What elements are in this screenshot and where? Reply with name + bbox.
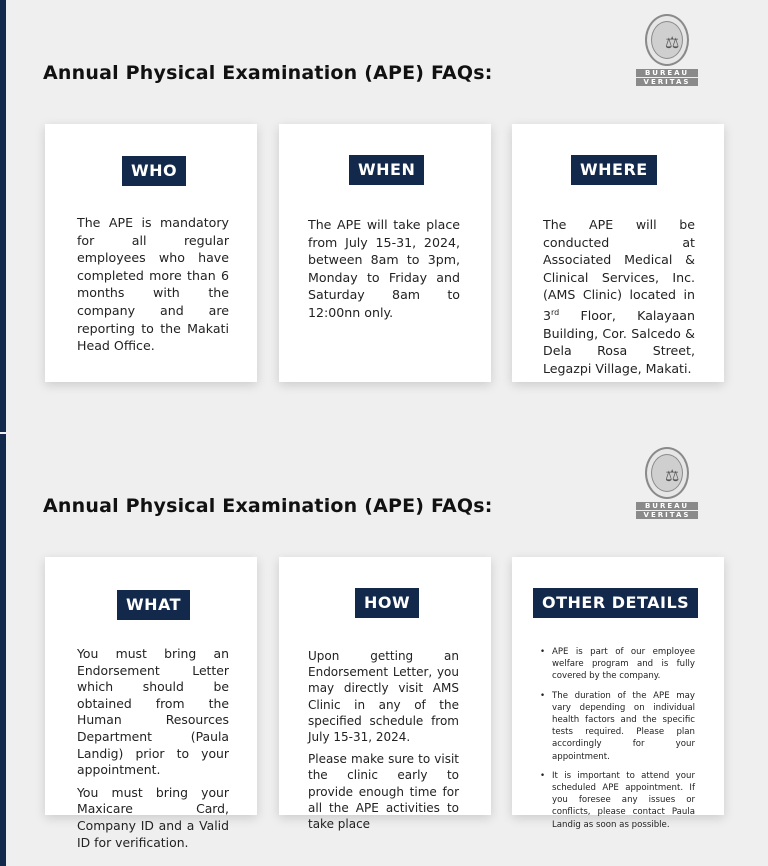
- card-label-where: WHERE: [571, 155, 657, 185]
- other-details-list: [552, 646, 695, 838]
- logo-text-bureau: BUREAU: [636, 502, 698, 510]
- edge-divider: [0, 432, 6, 434]
- card-label-what: WHAT: [117, 590, 190, 620]
- card-label-who: WHO: [122, 156, 186, 186]
- card-text-who: The APE is mandatory for all regular employees who have completed more than 6 months with the company and are reporting to the Makati Head Office.: [77, 215, 229, 354]
- card-text-where: The APE will be conducted at Associated Medical & Clinical Services, Inc. (AMS Clinic) located in 3rd Floor, Kalayaan Building, Cor. Salcedo & Dela Rosa Street, Legazpi Village, Makati.: [543, 217, 695, 376]
- card-text-when: The APE will take place from July 15-31, 2024, between 8am to 3pm, Monday to Friday and Saturday 8am to 12:00nn only.: [308, 217, 460, 320]
- page-title: Annual Physical Examination (APE) FAQs:: [43, 62, 493, 84]
- card-label-other-details: OTHER DETAILS: [533, 588, 698, 618]
- faq-card-who: [45, 124, 257, 382]
- list-item: • APE is part of our employee welfare program and is fully covered by the company.: [552, 646, 695, 683]
- card-text-how: Upon getting an Endorsement Letter, you may directly visit AMS Clinic in any of the specified schedule from July 15-31, 2024. Please make sure to visit the clinic early to provide enough time for all the APE activities to take place: [308, 649, 459, 832]
- bureau-veritas-logo: [636, 14, 698, 88]
- seal-icon: ⚖: [645, 14, 689, 66]
- card-label-when: WHEN: [349, 155, 424, 185]
- card-text-what: You must bring an Endorsement Letter which should be obtained from the Human Resources Department (Paula Landig) prior to your appointment. You must bring your Maxicare Card, Company ID and a Valid ID for verification.: [77, 646, 229, 850]
- logo-text-veritas: VERITAS: [636, 511, 698, 519]
- faq-card-where: [512, 124, 724, 382]
- seal-icon: ⚖: [645, 447, 689, 499]
- logo-text-veritas: VERITAS: [636, 78, 698, 86]
- bureau-veritas-logo-2: [636, 447, 698, 521]
- page-title-2: Annual Physical Examination (APE) FAQs:: [43, 495, 493, 517]
- list-item: • It is important to attend your scheduled APE appointment. If you foresee any issues or conflicts, please contact Paula Landig as soon as possible.: [552, 770, 695, 831]
- faq-card-when: [279, 124, 491, 382]
- card-label-how: HOW: [355, 588, 419, 618]
- logo-text-bureau: BUREAU: [636, 69, 698, 77]
- list-item: • The duration of the APE may vary depending on individual health factors and the specific tests required. Please plan accordingly for your appointment.: [552, 690, 695, 763]
